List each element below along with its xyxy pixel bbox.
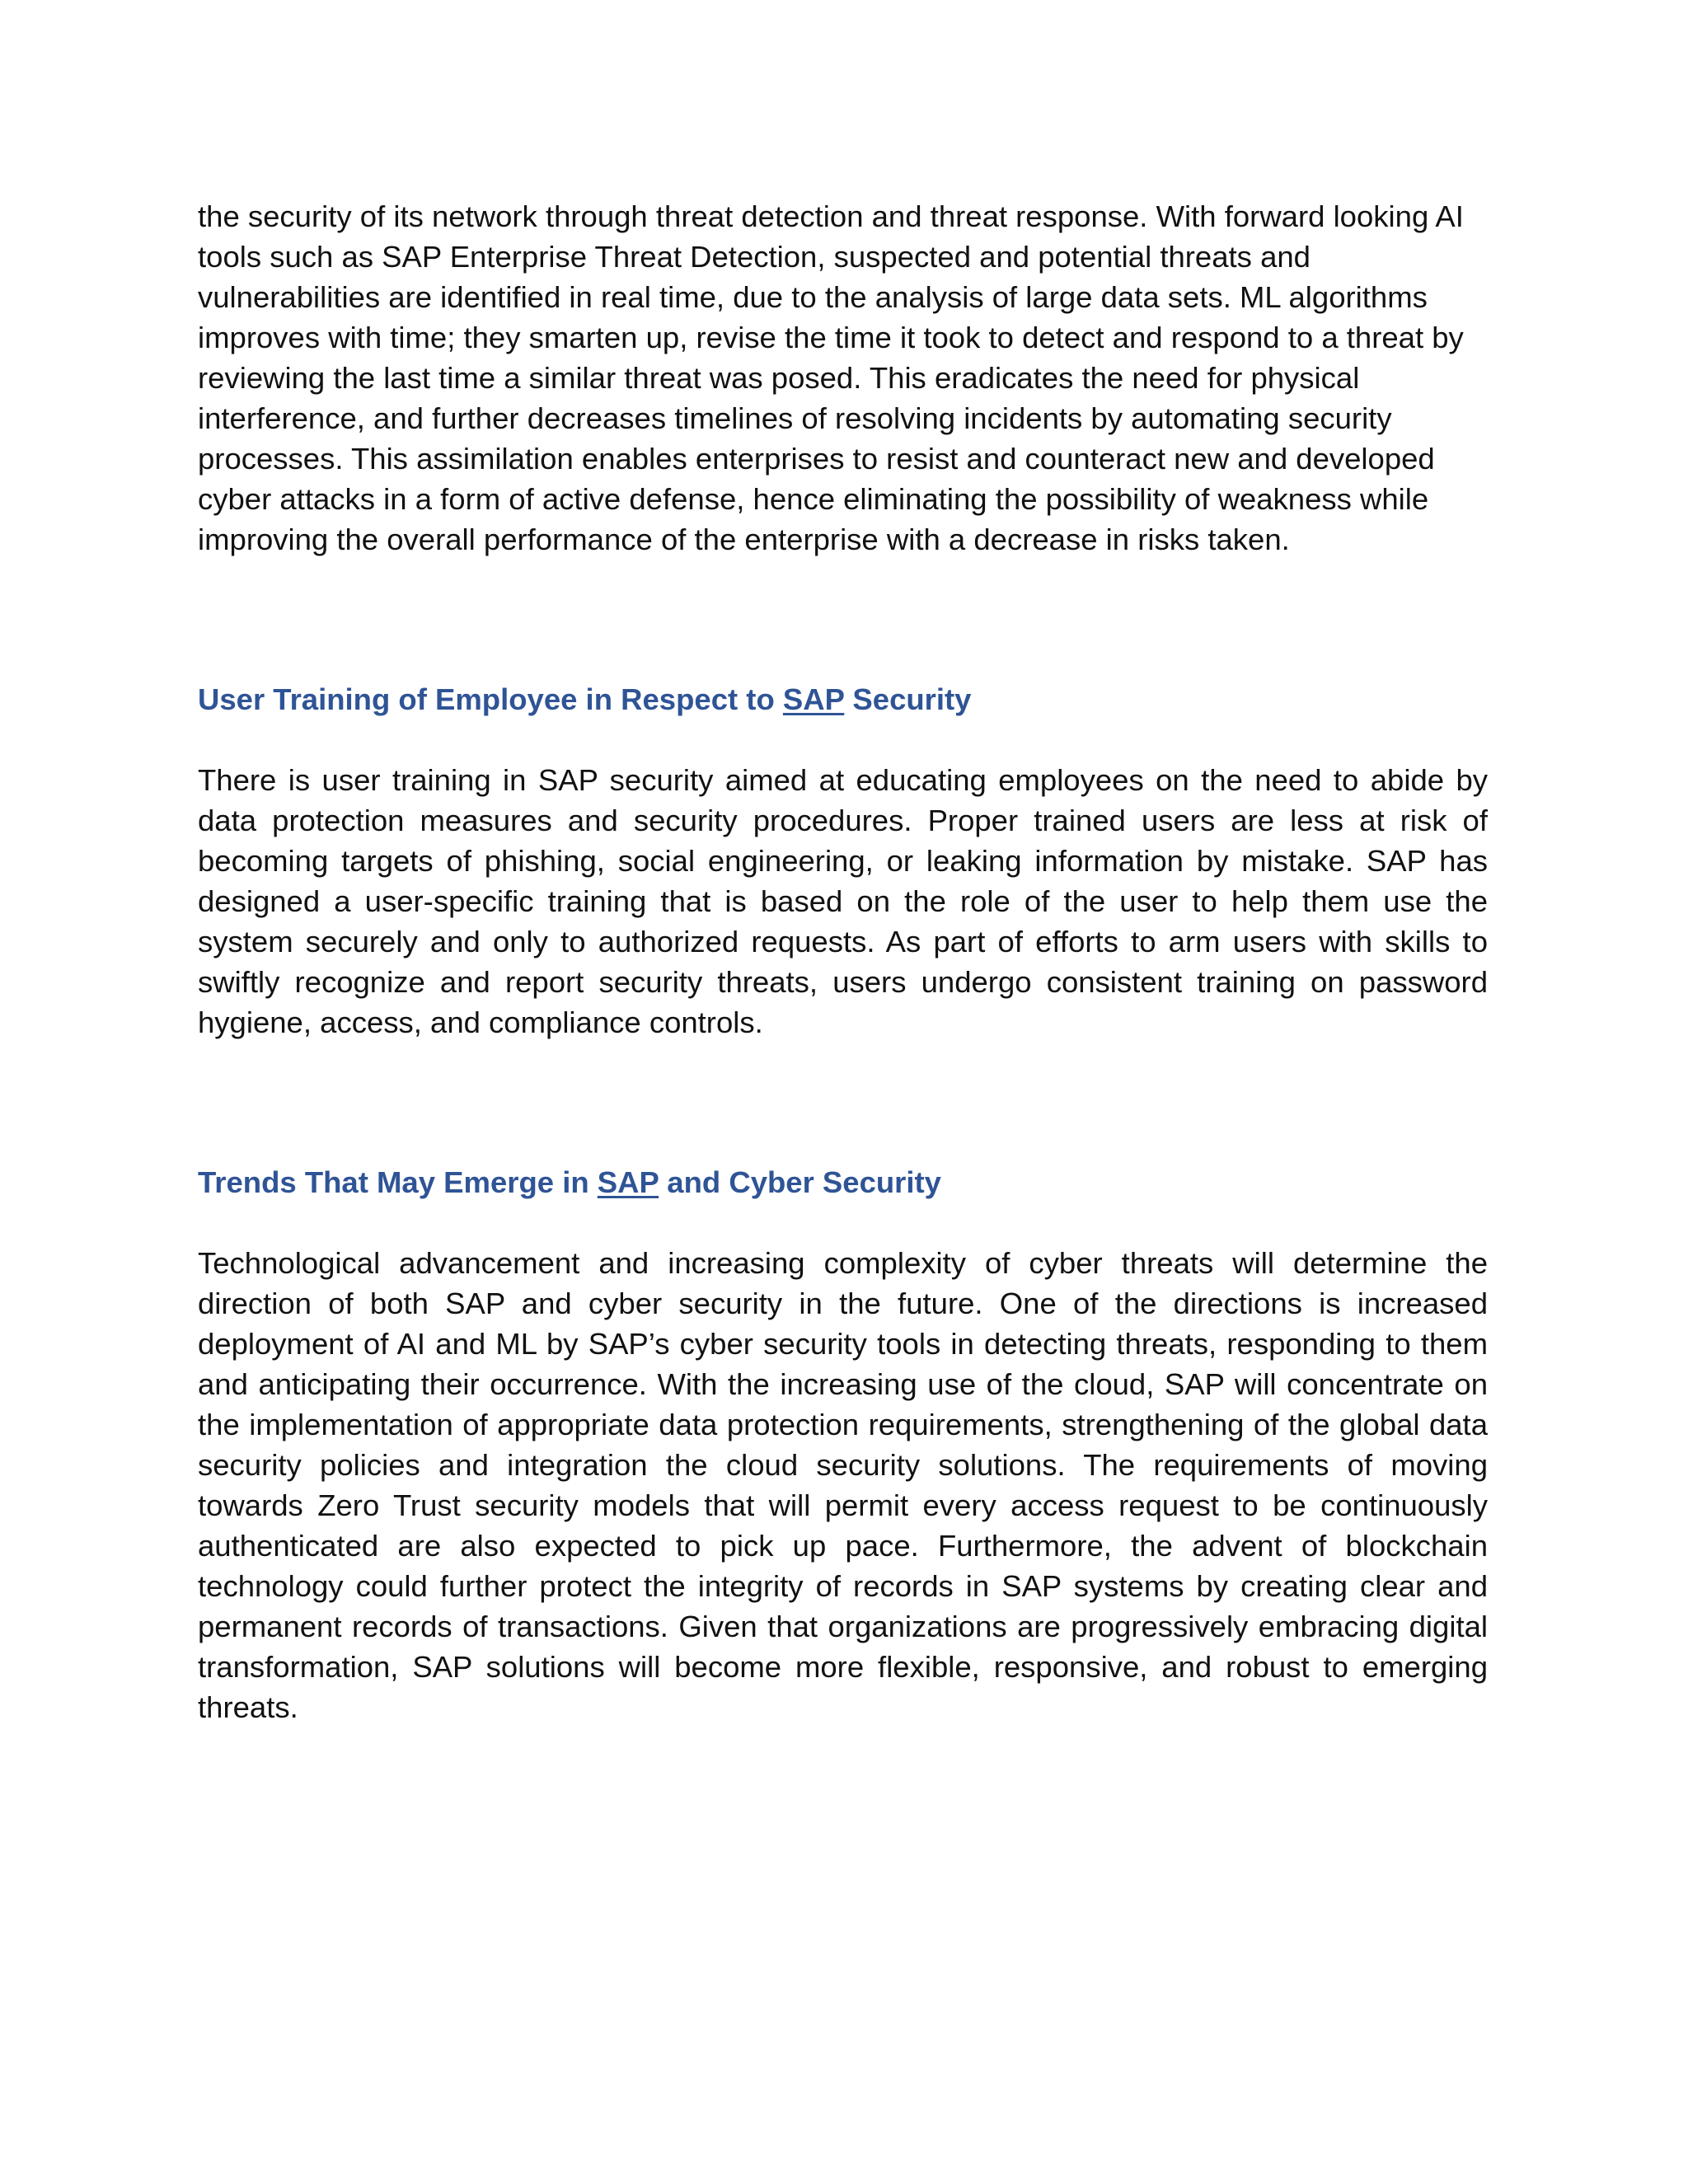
heading-text: and Cyber Security	[659, 1165, 941, 1199]
trends-paragraph: Technological advancement and increasing complexity of cyber threats will determine the direction of both SAP and cyber security in the future. One of the directions is increased deployment of AI and ML by SAP’s cyber security tools in detecting threats, responding to them and anticipating their occurrence. With the increasing use of the cloud, SAP will concentrate on the implementation of appropriate data protection requirements, strengthening of the global data security policies and integration the cloud security solutions. The requirements of moving towards Zero Trust security models that will permit every access request to be continuously authenticated are also expected to pick up pace. Furthermore, the advent of blockchain technology could further protect the integrity of records in SAP systems by creating clear and permanent records of transactions. Given that organizations are progressively embracing digital transformation, SAP solutions will become more flexible, responsive, and robust to emerging threats.	[198, 1246, 1488, 1724]
heading-text: User Training of Employee in Respect to	[198, 682, 783, 716]
heading-underlined-term: SAP	[597, 1165, 659, 1199]
heading-text: Trends That May Emerge in	[198, 1165, 598, 1199]
user-training-paragraph: There is user training in SAP security aimed at educating employees on the need to abide by data protection measures and security procedures. Proper trained users are less at risk of becoming targets of phishing, social engineering, or leaking information by mistake. SAP has designed a user-specific training that is based on the role of the user to help them use the system securely and only to authorized requests. As part of efforts to arm users with skills to swiftly recognize and report security threats, users undergo consistent training on password hygiene, access, and compliance controls.	[198, 763, 1488, 1039]
heading-text: Security	[844, 682, 972, 716]
section-heading-user-training	[198, 679, 1488, 719]
section-heading-trends	[198, 1162, 1488, 1202]
document-body	[198, 196, 1488, 1727]
intro-paragraph: the security of its network through threat detection and threat response. With forward looking AI tools such as SAP Enterprise Threat Detection, suspected and potential threats and vulnerabilities are identified in real time, due to the analysis of large data sets. ML algorithms improves with time; they smarten up, revise the time it took to detect and respond to a threat by reviewing the last time a similar threat was posed. This eradicates the need for physical interference, and further decreases timelines of resolving incidents by automating security processes. This assimilation enables enterprises to resist and counteract new and developed cyber attacks in a form of active defense, hence eliminating the possibility of weakness while improving the overall performance of the enterprise with a decrease in risks taken.	[198, 199, 1464, 556]
heading-underlined-term: SAP	[782, 682, 845, 716]
